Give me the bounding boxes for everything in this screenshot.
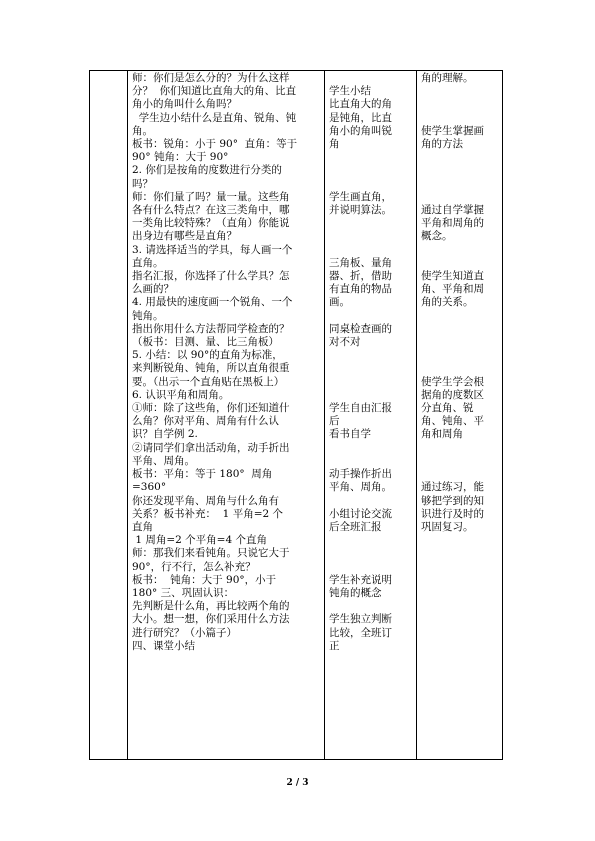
student-activity-line: [329, 547, 413, 560]
teaching-process-line: ①师：除了这些角，你们还知道什: [132, 402, 290, 415]
student-activity-line: [329, 230, 413, 243]
student-activity-line: 有直角的物品: [329, 283, 392, 296]
column-divider-3: [416, 70, 417, 760]
teaching-process-line: 板书：锐角：小于 90° 直角：等于: [132, 138, 298, 151]
teaching-process-line: 大小。想一想，你们采用什么方法: [132, 613, 290, 626]
page-footer: 2 / 3: [286, 778, 309, 788]
design-intent-line: 分直角、锐: [421, 402, 474, 415]
student-activity-line: [329, 561, 413, 574]
design-intent-line: [421, 442, 501, 455]
student-activity-line: 钝角的概念: [329, 586, 382, 599]
student-activity-line: 并说明算法。: [329, 204, 392, 217]
design-intent-column: [421, 72, 501, 534]
teaching-process-line: 3. 请选择适当的学具，每人画一个: [132, 243, 293, 256]
student-activity-line: 小组讨论交流: [329, 507, 392, 520]
design-intent-line: 角的方法: [421, 138, 463, 151]
teaching-process-line: 么画的？: [132, 283, 174, 296]
student-activity-line: 对不对: [329, 336, 361, 349]
student-activity-line: 是钝角，比直: [329, 111, 392, 124]
design-intent-line: [421, 468, 501, 481]
design-intent-line: [421, 336, 501, 349]
teaching-process-line: 师：你们量了吗？量一量。这些角: [132, 190, 290, 203]
teaching-process-line: 学生边小结什么是直角、锐角、钝: [132, 111, 297, 124]
teaching-process-line: 关系？板书补充： 1 平角=2 个: [132, 507, 284, 520]
student-activity-line: [329, 455, 413, 468]
teaching-process-line: 四、课堂小结: [132, 639, 195, 652]
design-intent-line: 概念。: [421, 230, 453, 243]
teaching-process-line: 180° 三、巩固认识：: [132, 586, 235, 599]
teaching-process-line: 90° 钝角：大于 90°: [132, 151, 229, 164]
student-activity-line: 平角、周角。: [329, 481, 392, 494]
teaching-process-line: 角。: [132, 124, 153, 137]
teaching-process-line: 1 周角=2 个平角=4 个直角: [132, 534, 267, 547]
design-intent-line: 角、平角和周: [421, 283, 484, 296]
design-intent-line: [421, 112, 501, 125]
teaching-process-line: 先判断是什么角，再比较两个角的: [132, 600, 290, 613]
teaching-process-line: 识？自学例 2.: [132, 428, 198, 441]
teaching-process-line: 5. 小结：以 90°的直角为标准，: [132, 349, 283, 362]
design-intent-line: [421, 257, 501, 270]
design-intent-line: 使学生掌握画: [421, 124, 484, 137]
student-activity-line: [329, 362, 413, 375]
design-intent-line: 通过练习，能: [421, 481, 484, 494]
teaching-process-line: 直角: [132, 520, 153, 533]
design-intent-line: [421, 349, 501, 362]
design-intent-line: 够把学到的知: [421, 494, 484, 507]
design-intent-line: 角的关系。: [421, 296, 474, 309]
student-activity-line: 后: [329, 415, 340, 428]
teaching-process-line: 进行研究？（小篇子）: [132, 626, 237, 639]
design-intent-line: [421, 164, 501, 177]
table-bottom-border: [89, 759, 503, 760]
teaching-process-line: 师：那我们来看钝角。只说它大于: [132, 547, 290, 560]
design-intent-line: 通过自学掌握: [421, 204, 484, 217]
student-activity-line: 学生小结: [329, 85, 371, 98]
design-intent-line: 巩固复习。: [421, 520, 474, 533]
design-intent-line: 平角和周角的: [421, 217, 484, 230]
design-intent-line: 据角的度数区: [421, 388, 484, 401]
student-activity-line: 比直角大的角: [329, 98, 392, 111]
teaching-process-line: 出身边有哪些是直角？: [132, 230, 237, 243]
table-top-border: [89, 70, 503, 71]
student-activity-line: 正: [329, 639, 340, 652]
design-intent-line: [421, 191, 501, 204]
lesson-table: [89, 70, 503, 760]
teaching-process-line: =360°: [132, 481, 167, 494]
student-activity-line: [329, 72, 413, 85]
design-intent-line: [421, 98, 501, 111]
teaching-process-line: 分？ 你们知道比直角大的角、比直: [132, 85, 297, 98]
teaching-process-line: 平角、周角。: [132, 454, 195, 467]
student-activity-line: [329, 600, 413, 613]
design-intent-line: [421, 151, 501, 164]
teaching-process-line: 各有什么特点？在这三类角中，哪: [132, 204, 290, 217]
teaching-process-line: 4. 用最快的速度画一个锐角、一个: [132, 296, 293, 309]
teaching-process-line: 要。（出示一个直角贴在黑板上）: [132, 375, 285, 388]
teaching-process-line: 6. 认识平角和周角。: [132, 388, 230, 401]
student-activity-line: 后全班汇报: [329, 520, 382, 533]
student-activity-line: 同桌检查画的: [329, 322, 392, 335]
teaching-process-line: （板书：目测、量、比三角板）: [132, 336, 279, 349]
student-activity-line: [329, 310, 413, 323]
teaching-process-line: 板书：平角：等于 180° 周角: [132, 468, 273, 481]
student-activity-line: 学生独立判断: [329, 613, 392, 626]
design-intent-line: [421, 310, 501, 323]
teaching-process-line: 么角？你对平角、周角有什么认: [132, 415, 279, 428]
student-activity-line: 三角板、量角: [329, 256, 392, 269]
design-intent-line: [421, 362, 501, 375]
teaching-process-line: 板书： 钝角：大于 90°，小于: [132, 573, 277, 586]
teaching-process-line: 直角。: [132, 256, 164, 269]
student-activity-line: 看书自学: [329, 428, 371, 441]
design-intent-line: [421, 85, 501, 98]
student-activity-line: [329, 495, 413, 508]
student-activity-line: 比较，全班订: [329, 626, 392, 639]
student-activity-line: 学生自由汇报: [329, 402, 392, 415]
teaching-process-line: 钝角。: [132, 309, 164, 322]
student-activity-line: [329, 376, 413, 389]
teaching-process-line: 师：你们是怎么分的？为什么这样: [132, 72, 290, 84]
design-intent-line: 识进行及时的: [421, 507, 484, 520]
student-activity-line: 角: [329, 138, 340, 151]
student-activity-line: [329, 389, 413, 402]
column-divider-2: [324, 70, 325, 760]
student-activity-line: 学生补充说明: [329, 573, 392, 586]
student-activity-line: 动手操作折出: [329, 468, 392, 481]
student-activity-line: [329, 178, 413, 191]
student-activity-line: 学生画直角，: [329, 190, 392, 203]
student-activity-line: [329, 244, 413, 257]
teaching-process-line: 角小的角叫什么角吗？: [132, 98, 237, 111]
design-intent-line: [421, 323, 501, 336]
teaching-process-line: 90°，行不行，怎么补充？: [132, 560, 256, 573]
design-intent-line: 角的理解。: [421, 72, 474, 84]
design-intent-line: 使学生学会根: [421, 375, 484, 388]
design-intent-line: [421, 455, 501, 468]
student-activity-line: [329, 349, 413, 362]
teaching-process-line: 指出你用什么方法帮同学检查的？: [132, 322, 290, 335]
teaching-process-line: 指名汇报，你选择了什么学具？怎: [132, 270, 290, 283]
design-intent-line: 角、钝角、平: [421, 415, 484, 428]
design-intent-line: [421, 178, 501, 191]
student-activity-line: 画。: [329, 296, 350, 309]
student-activity-line: [329, 217, 413, 230]
student-activity-line: [329, 534, 413, 547]
design-intent-line: 使学生知道直: [421, 270, 484, 283]
teaching-process-column: [132, 72, 322, 653]
student-activity-line: 器、折，借助: [329, 270, 392, 283]
design-intent-line: [421, 244, 501, 257]
teaching-process-line: 你还发现平角、周角与什么角有: [132, 494, 279, 507]
teaching-process-line: 吗？: [132, 177, 153, 190]
teaching-process-line: 2. 你们是按角的度数进行分类的: [132, 164, 282, 177]
student-activity-line: [329, 164, 413, 177]
student-activity-line: [329, 151, 413, 164]
student-activity-column: [329, 72, 413, 653]
teaching-process-line: ②请同学们拿出活动角，动手折出: [132, 441, 290, 454]
student-activity-line: 角小的角叫锐: [329, 124, 392, 137]
teaching-process-line: 一类角比较特殊？（直角）你能说: [132, 217, 290, 230]
student-activity-line: [329, 442, 413, 455]
table-right-border: [502, 70, 503, 760]
column-divider-1: [127, 70, 128, 760]
table-left-border: [89, 70, 90, 760]
teaching-process-line: 来判断锐角、钝角，所以直角很重: [132, 362, 290, 375]
design-intent-line: 角和周角: [421, 428, 463, 441]
